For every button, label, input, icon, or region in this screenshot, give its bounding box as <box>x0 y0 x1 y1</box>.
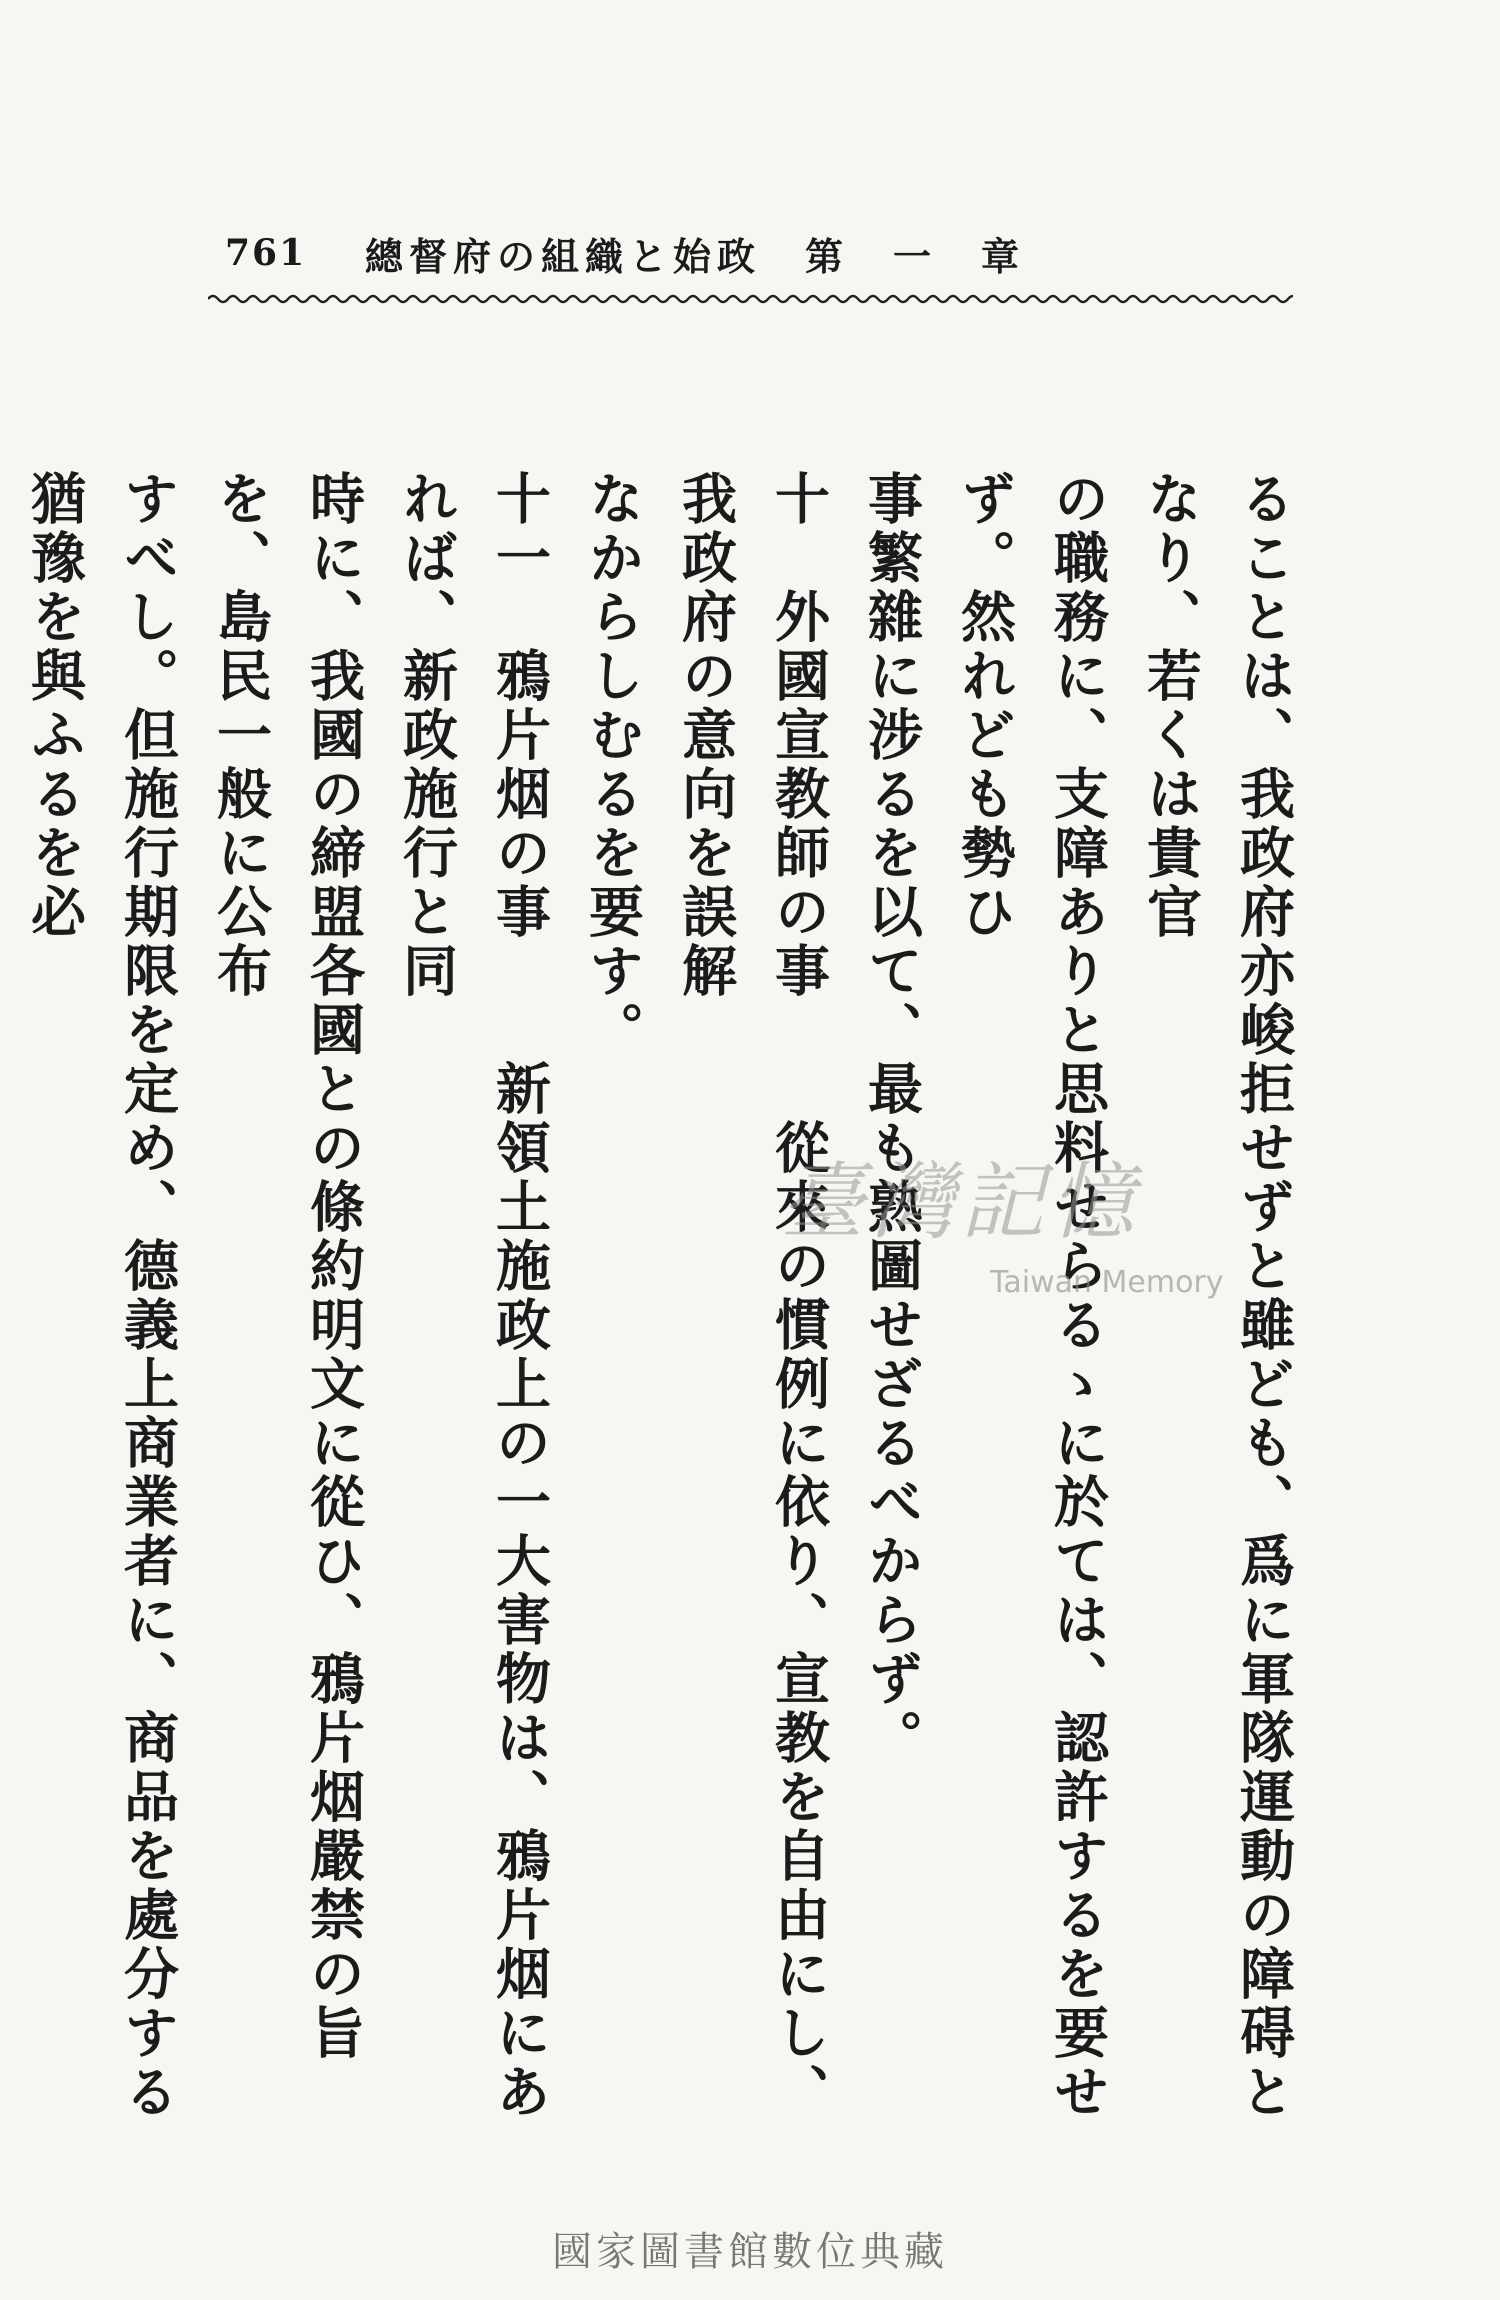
page-number: 761 <box>225 232 307 274</box>
item-text: 鴉片烟の事 新領土施政上の一大害物は、鴉片烟にあれば、新政施行と同 <box>394 470 552 2122</box>
running-header <box>321 226 1025 281</box>
text-column: なからしむるを要す。 <box>580 470 645 1060</box>
body-text <box>22 470 1310 2130</box>
text-column <box>0 470 8 2130</box>
item-11 <box>380 470 566 2130</box>
text-column: 時に、我國の締盟各國との條約明文に從ひ、鴉片烟嚴禁の旨を、島民一般に公布 <box>208 470 366 2063</box>
watermark-subtitle: Taiwan Memory <box>990 1265 1224 1300</box>
item-10 <box>659 470 845 2130</box>
section-title: 總督府の組織と始政 <box>364 234 761 279</box>
text-column: ることは、我政府亦峻拒せずと雖ども、爲に軍隊運動の障碍となり、若くは貴官 <box>1138 470 1296 2122</box>
item-number: 十一 <box>487 470 552 588</box>
header-wavy-rule <box>208 292 1293 306</box>
watermark-logo: 臺灣記憶 <box>780 1153 1141 1251</box>
text-column: の職務に、支障ありと思料せらるゝに於ては、認許するを要せず。然れども勢ひ <box>952 470 1110 2122</box>
text-column: すべし。但施行期限を定め、德義上商業者に、商品を處分する猶豫を與ふるを必 <box>22 470 180 2122</box>
item-text: 外國宣教師の事 從來の慣例に依り、宣教を自由にし、我政府の意向を誤解 <box>673 470 831 2122</box>
chapter-label: 第 一 章 <box>804 234 1025 279</box>
footer-credit: 國家圖書館數位典藏 <box>552 2229 948 2275</box>
item-number: 十 <box>766 470 831 529</box>
text-column: 事繁雜に涉るを以て、最も熟圖せざるべからず。 <box>859 470 924 1768</box>
